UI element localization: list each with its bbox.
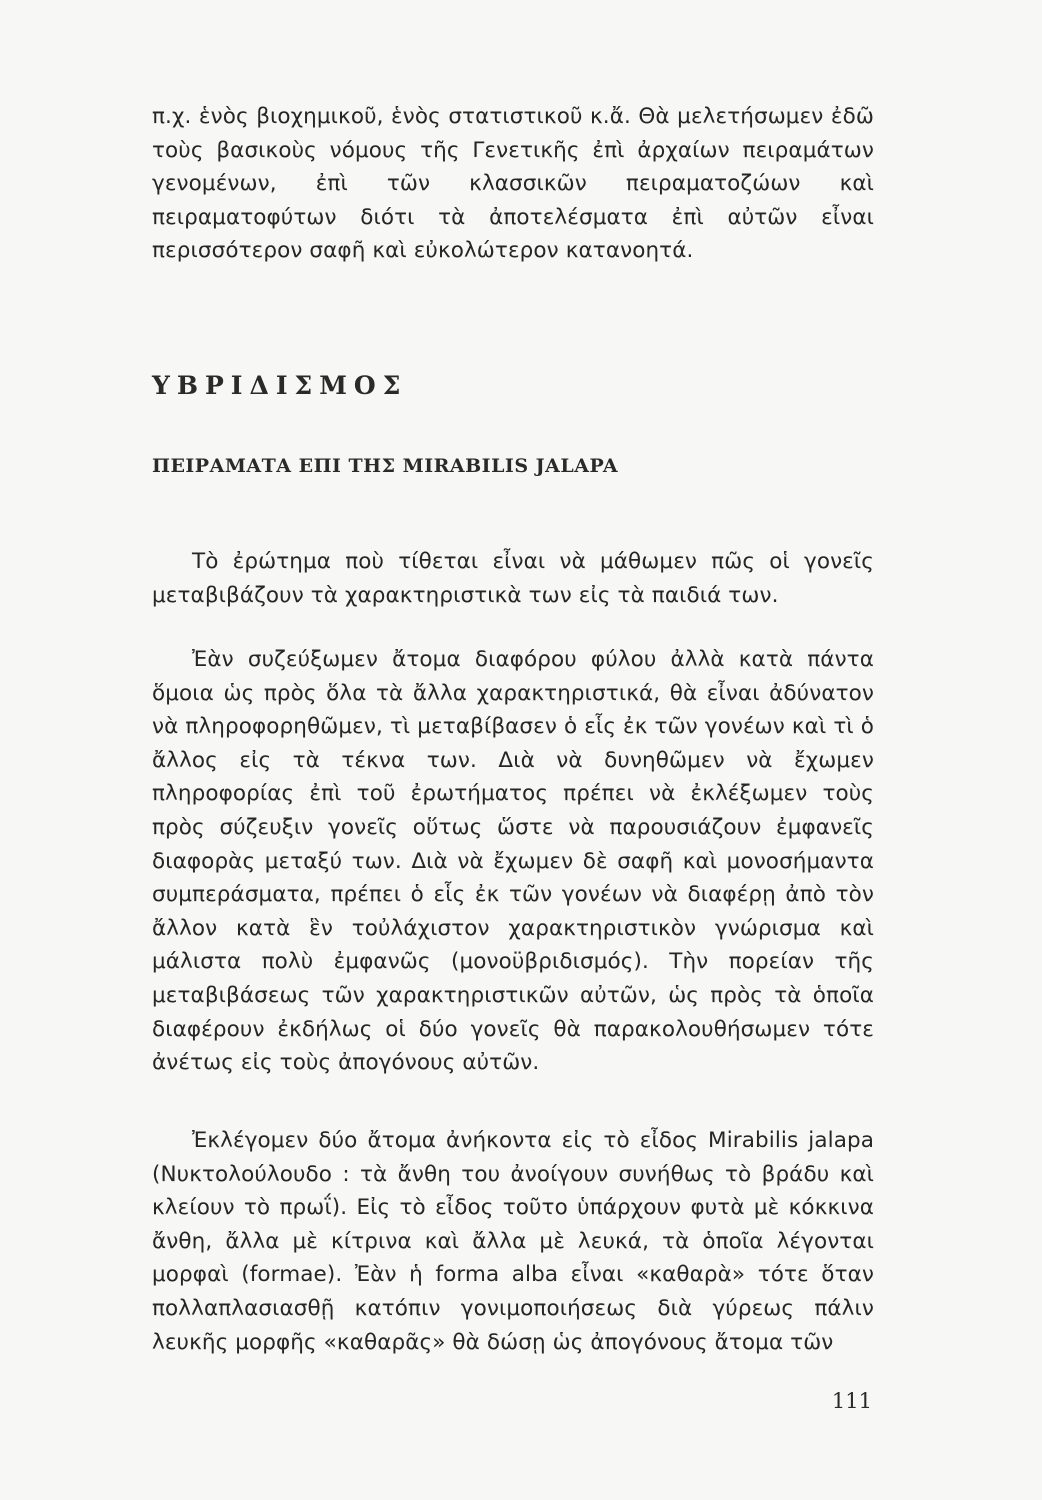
section-heading: ΥΒΡΙΔΙΣΜΟΣ (152, 371, 408, 400)
continuation-paragraph: π.χ. ἑνὸς βιοχημικοῦ, ἑνὸς στατιστικοῦ κ.ἄ. Θὰ μελετήσωμεν ἐδῶ τοὺς βασικοὺς νόμους τῆς Γενετικῆς ἐπὶ ἀρχαίων πειραμάτων γενομένων, ἐπὶ τῶν κλασσικῶν πειραματοζώων καὶ πειραματοφύτων διότι τὰ ἀποτελέσματα ἐπὶ αὐτῶν εἶναι περισσότερον σαφῆ καὶ εὐκολώτερον κατανοητά. (152, 104, 874, 264)
subsection-heading: ΠΕΙΡΑΜΑΤΑ ΕΠΙ ΤΗΣ MIRABILIS JALAPA (152, 455, 619, 477)
page-number: 111 (831, 1389, 872, 1413)
paragraph-crossing: Ἐὰν συζεύξωμεν ἄτομα διαφόρου φύλου ἀλλὰ κατὰ πάντα ὅμοια ὡς πρὸς ὅλα τὰ ἄλλα χαρακτηριστικά, θὰ εἶναι ἀδύνατον νὰ πληροφορηθῶμεν, τὶ μεταβίβασεν ὁ εἷς ἐκ τῶν γονέων καὶ τὶ ὁ ἄλλος εἰς τὰ τέκνα των. Διὰ νὰ δυνηθῶμεν νὰ ἔχωμεν πληροφορίας ἐπὶ τοῦ ἐρωτήματος πρέπει νὰ ἐκλέξωμεν τοὺς πρὸς σύζευξιν γονεῖς οὕτως ὥστε νὰ παρουσιάζουν ἐμφανεῖς διαφορὰς μεταξύ των. Διὰ νὰ ἔχωμεν δὲ σαφῆ καὶ μονοσήμαντα συμπεράσματα, πρέπει ὁ εἷς ἐκ τῶν γονέων νὰ διαφέρῃ ἀπὸ τὸν ἄλλον κατὰ ἓν τοὐλάχιστον χαρακτηριστικὸν γνώρισμα καὶ μάλιστα πολὺ ἐμφανῶς (μονοϋβριδισμός). Τὴν πορείαν τῆς μεταβιβάσεως τῶν χαρακτηριστικῶν αὐτῶν, ὡς πρὸς τὰ ὁποῖα διαφέρουν ἐκδήλως οἱ δύο γονεῖς θὰ παρακολουθήσωμεν τότε ἀνέτως εἰς τοὺς ἀπογόνους αὐτῶν. (152, 647, 874, 1076)
paragraph-question: Τὸ ἐρώτημα ποὺ τίθεται εἶναι νὰ μάθωμεν πῶς οἱ γονεῖς μεταβιβάζουν τὰ χαρακτηριστικὰ των εἰς τὰ παιδιά των. (152, 549, 874, 608)
paragraph-mirabilis: Ἐκλέγομεν δύο ἄτομα ἀνήκοντα εἰς τὸ εἶδος Mirabilis jalapa (Νυκτολούλουδο : τὰ ἄνθη του ἀνοίγουν συνήθως τὸ βράδυ καὶ κλείουν τὸ πρωΐ). Εἰς τὸ εἶδος τοῦτο ὑπάρχουν φυτὰ μὲ κόκκινα ἄνθη, ἄλλα μὲ κίτρινα καὶ ἄλλα μὲ λευκά, τὰ ὁποῖα λέγονται μορφαὶ (formae). Ἐὰν ἡ forma alba εἶναι «καθαρὰ» τότε ὅταν πολλαπλασιασθῇ κατόπιν γονιμοποιήσεως διὰ γύρεως πάλιν λευκῆς μορφῆς «καθαρᾶς» θὰ δώσῃ ὡς ἀπογόνους ἄτομα τῶν (152, 1128, 874, 1355)
